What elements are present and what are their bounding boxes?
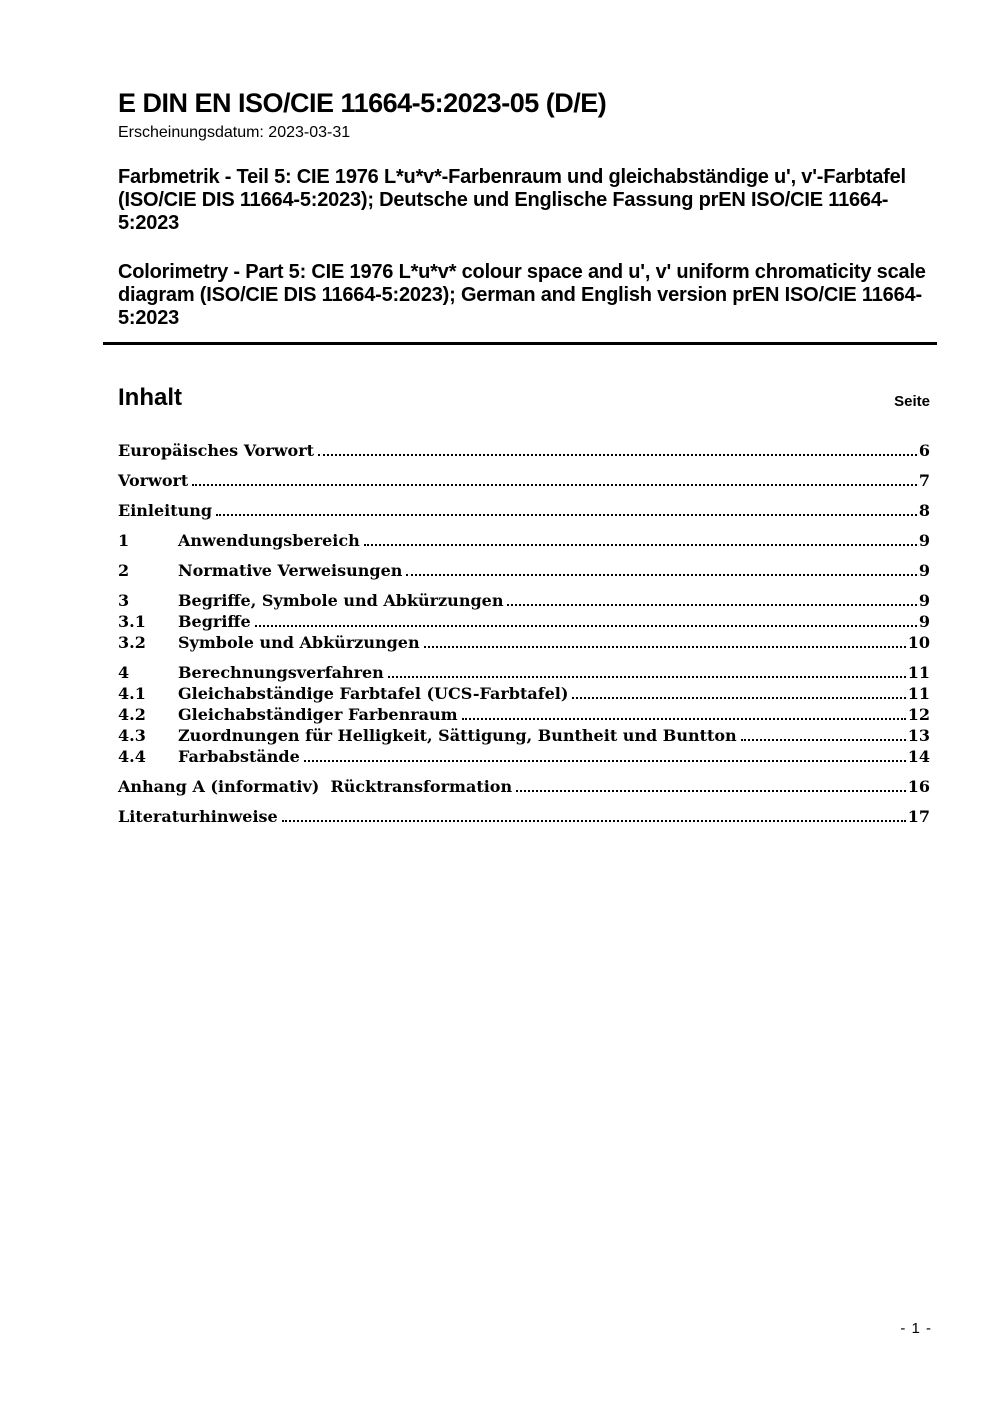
toc-entry: [118, 559, 930, 580]
toc-entry: [118, 589, 930, 610]
toc-entry: [118, 610, 930, 631]
toc-dot-leader: [255, 625, 917, 627]
toc-entry-title: Einleitung: [118, 501, 213, 521]
toc-entry-page: 10: [907, 633, 930, 653]
document-code-heading: E DIN EN ISO/CIE 11664-5:2023-05 (D/E): [118, 88, 607, 118]
toc-entry-title: Begriffe, Symbole und Abkürzungen: [178, 591, 504, 611]
toc-entry-title: Vorwort: [118, 471, 189, 491]
toc-dot-leader: [304, 760, 906, 762]
toc-entry-title: Zuordnungen für Helligkeit, Sättigung, Buntheit und Buntton: [178, 726, 737, 746]
toc-entry: [118, 529, 930, 550]
toc-entry-page: 11: [907, 663, 930, 683]
toc-entry-page: 9: [918, 612, 930, 632]
toc-entry-page: 7: [918, 471, 930, 491]
footer-page-number: - 1 -: [900, 1320, 932, 1337]
toc-entry-page: 11: [907, 684, 930, 704]
toc-entry: [118, 703, 930, 724]
toc-entry: [118, 745, 930, 766]
toc-entry-title: Anwendungsbereich: [178, 531, 360, 551]
toc-entry: [118, 469, 930, 490]
toc-entry-number: 3.2: [118, 633, 146, 653]
toc-entry-title: Normative Verweisungen: [178, 561, 403, 581]
toc-entry: [118, 499, 930, 520]
toc-entry-title: Symbole und Abkürzungen: [178, 633, 420, 653]
toc-dot-leader: [364, 544, 917, 546]
toc-entry-title: Gleichabständige Farbtafel (UCS-Farbtafel): [178, 684, 569, 704]
toc-entry-number: 4.3: [118, 726, 146, 746]
toc-dot-leader: [282, 820, 906, 822]
release-date-line: Erscheinungsdatum: 2023-03-31: [118, 123, 351, 141]
toc-entry-page: 17: [907, 807, 930, 827]
toc-entry: [118, 682, 930, 703]
toc-entry-title: Anhang A (informativ) Rücktransformation: [118, 777, 513, 797]
toc-entry-page: 14: [907, 747, 930, 767]
toc-entry-page: 12: [907, 705, 930, 725]
toc-entry: [118, 775, 930, 796]
toc-entry: [118, 805, 930, 826]
toc-dot-leader: [388, 676, 906, 678]
toc-heading: Inhalt: [118, 384, 182, 412]
toc-entry-number: 4.2: [118, 705, 146, 725]
toc-dot-leader: [318, 454, 917, 456]
toc-entry-page: 16: [907, 777, 930, 797]
toc-entry-page: 8: [918, 501, 930, 521]
toc-entry-page: 6: [918, 441, 930, 461]
document-title-german: Farbmetrik - Teil 5: CIE 1976 L*u*v*-Farbenraum und gleichabständige u', v'-Farbtafel (ISO/CIE DIS 11664-5:2023); Deutsche und Englische Fassung prEN ISO/CIE 11664-5:2023: [118, 166, 906, 235]
toc-dot-leader: [741, 739, 906, 741]
toc-entry: [118, 439, 930, 460]
toc-entry-number: 4: [118, 663, 130, 683]
toc-entry-page: 9: [918, 591, 930, 611]
toc-entry-number: 3.1: [118, 612, 146, 632]
toc-entry-page: 13: [907, 726, 930, 746]
toc-dot-leader: [216, 514, 917, 516]
page-content: [118, 0, 930, 826]
toc-entry: [118, 724, 930, 745]
title-divider-rule: [103, 342, 937, 345]
toc-entry-title: Begriffe: [178, 612, 251, 632]
toc-entry-number: 4.1: [118, 684, 146, 704]
toc-entry-title: Farbabstände: [178, 747, 300, 767]
toc-dot-leader: [462, 718, 906, 720]
toc-entry-title: Berechnungsverfahren: [178, 663, 384, 683]
toc-entry-number: 3: [118, 591, 130, 611]
toc-entry-number: 1: [118, 531, 130, 551]
toc-dot-leader: [192, 484, 917, 486]
toc-entry: [118, 661, 930, 682]
document-title-english: Colorimetry - Part 5: CIE 1976 L*u*v* colour space and u', v' uniform chromaticity scale diagram (ISO/CIE DIS 11664-5:2023); German and English version prEN ISO/CIE 11664-5:2023: [118, 261, 926, 330]
toc-entry-title: Literaturhinweise: [118, 807, 278, 827]
toc-header: [118, 384, 930, 412]
toc-list: [118, 439, 930, 826]
toc-dot-leader: [516, 790, 906, 792]
toc-entry-page: 9: [918, 531, 930, 551]
toc-entry: [118, 631, 930, 652]
toc-entry-page: 9: [918, 561, 930, 581]
toc-page-column-label: Seite: [894, 393, 930, 411]
toc-entry-number: 2: [118, 561, 130, 581]
toc-dot-leader: [507, 604, 916, 606]
toc-dot-leader: [406, 574, 916, 576]
toc-dot-leader: [572, 697, 905, 699]
toc-entry-title: Europäisches Vorwort: [118, 441, 315, 461]
toc-entry-number: 4.4: [118, 747, 146, 767]
toc-dot-leader: [424, 646, 906, 648]
toc-entry-title: Gleichabständiger Farbenraum: [178, 705, 458, 725]
